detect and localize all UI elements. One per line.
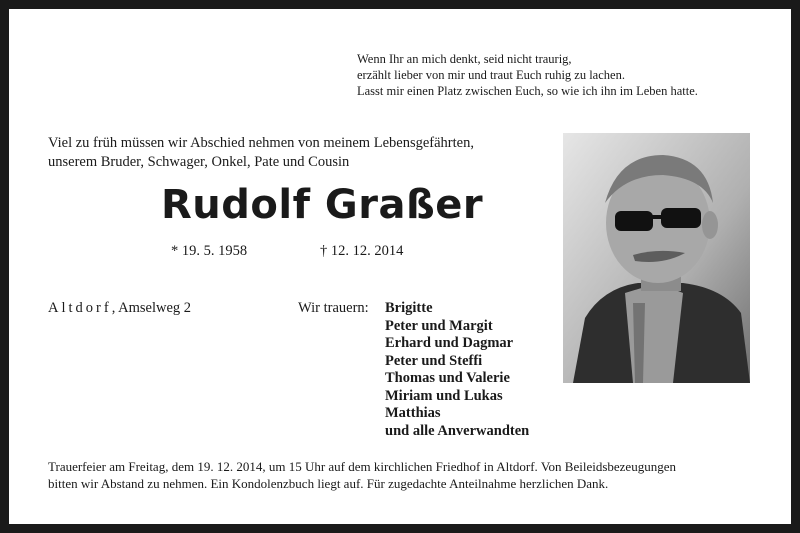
portrait-photo <box>563 133 750 383</box>
poem-line: erzählt lieber von mir und traut Euch ruhig zu lachen. <box>357 68 625 82</box>
address <box>48 300 191 317</box>
address-city: Altdorf <box>48 300 112 316</box>
birth-date: * 19. 5. 1958 <box>171 243 248 259</box>
obituary-notice <box>9 9 791 524</box>
address-street: , Amselweg 2 <box>111 300 192 316</box>
mourner: Peter und Margit <box>385 317 493 334</box>
footer-line: bitten wir Abstand zu nehmen. Ein Kondolenzbuch liegt auf. Für zugedachte Anteilnahme herzlichen Dank. <box>48 476 609 491</box>
mourner: Thomas und Valerie <box>385 370 510 386</box>
mourner: Miriam und Lukas <box>385 387 503 404</box>
mourner: Erhard und Dagmar <box>385 335 514 351</box>
poem-line: Lasst mir einen Platz zwischen Euch, so wie ich ihn im Leben hatte. <box>357 84 698 98</box>
poem-line: Wenn Ihr an mich denkt, seid nicht traurig, <box>357 52 572 66</box>
mourner: Brigitte <box>385 300 433 316</box>
portrait-image <box>563 133 750 383</box>
footer-line: Trauerfeier am Freitag, dem 19. 12. 2014, um 15 Uhr auf dem kirchlichen Friedhof in Altdorf. Von Beileidsbezeugungen <box>48 459 676 474</box>
mourners-list <box>385 300 529 440</box>
memorial-poem <box>357 51 698 99</box>
funeral-information <box>48 458 676 492</box>
mourners-label: Wir trauern: <box>298 300 369 316</box>
death-date: † 12. 12. 2014 <box>320 243 404 259</box>
deceased-name: Rudolf Graßer <box>161 182 484 228</box>
intro-text <box>48 134 474 172</box>
intro-line: unserem Bruder, Schwager, Onkel, Pate und Cousin <box>48 154 350 170</box>
intro-line: Viel zu früh müssen wir Abschied nehmen von meinem Lebensgefährten, <box>48 135 474 151</box>
mourner: Matthias <box>385 405 441 421</box>
mourner: und alle Anverwandten <box>385 422 530 439</box>
mourner: Peter und Steffi <box>385 352 483 369</box>
